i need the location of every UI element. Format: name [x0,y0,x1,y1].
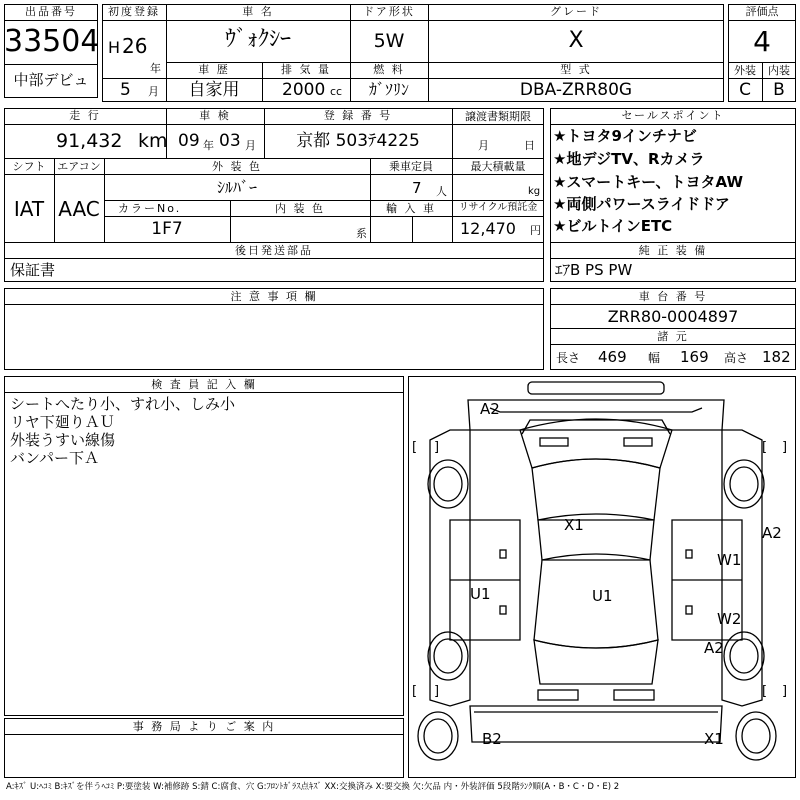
load-unit: kg [528,186,541,197]
later: 保証書 [10,261,56,279]
displacement-label: 排 気 量 [281,63,331,76]
damage-mark-u1-center: U1 [592,587,613,605]
recycle-unit: 円 [530,224,541,237]
inspector-label: 検 査 員 記 入 欄 [151,378,257,391]
damage-mark-w2: W2 [717,610,742,628]
bracket-mark: ] [434,440,440,455]
bracket-mark: [ [412,684,418,699]
bracket-mark: ] [782,440,788,455]
km-unit: km [138,130,168,152]
inspector-line: シートへたり小、すれ小、しみ小 [10,395,236,413]
year-unit: 年 [150,62,161,75]
legend: A:ｷｽﾞ U:ﾍｺﾐ B:ｷｽﾞを伴うﾍｺﾐ P:要塗装 W:補修跡 S:錆 C:腐食、穴 G:ﾌﾛﾝﾄｶﾞﾗｽ点ｷｽﾞ XX:交換済み X:要交換 欠:欠品 内・外装評価 5段階ﾗﾝｸ順(A・B・C・D・E) 2 [6,782,620,792]
capacity: 7 [412,179,422,197]
bracket-mark: ] [434,684,440,699]
transfer-label: 譲渡書類期限 [465,110,531,123]
color: ｼﾙﾊﾞｰ [216,178,257,197]
reg-month: 5 [120,80,131,100]
era: H [108,38,121,57]
insp-year: 09 [178,131,200,151]
reg-year: 26 [122,34,148,58]
fuel: ｶﾞｿﾘﾝ [368,80,409,99]
bracket-mark: ] [782,684,788,699]
displacement: 2000 [282,80,326,100]
plate-label: 登 録 番 号 [323,109,393,122]
damage-mark-a2-rear: A2 [704,639,724,657]
damage-mark-b2: B2 [482,730,502,748]
notes-label: 注 意 事 項 欄 [230,290,318,303]
ext-grade-label: 外装 [734,64,756,77]
plate: 京都 503ﾃ4225 [296,131,420,151]
grade-label: グレード [550,5,602,18]
capacity-unit: 人 [436,185,447,198]
bracket-mark: [ [762,440,768,455]
chassis-label: 車 台 番 号 [638,290,708,303]
ext-grade: C [739,80,751,100]
selling-point: ★地デジTV、Rカメラ [553,150,705,168]
history: 自家用 [188,80,240,100]
lot-number: 33504 [4,24,100,59]
first-reg-label: 初度登録 [108,5,160,18]
specs-label: 諸 元 [657,330,689,343]
insp-year-unit: 年 [203,139,214,152]
later-label: 後日発送部品 [235,244,313,257]
capacity-label: 乗車定員 [389,160,433,173]
int-grade: B [773,80,785,100]
damage-mark-w1: W1 [717,551,742,569]
door-type: 5W [373,30,405,52]
damage-mark-a2-right: A2 [762,524,782,542]
color-no: 1F7 [151,219,183,239]
import-label: 輸 入 車 [386,202,436,215]
cc-unit: cc [330,85,343,98]
ac: AAC [58,197,100,221]
equipment-label: 純 正 装 備 [638,244,708,257]
inspector-line: バンパー下Ａ [10,449,99,467]
damage-mark-u1-left: U1 [470,585,491,603]
recycle: 12,470 [460,219,516,238]
width-label: 幅 [648,351,661,365]
bracket-mark: [ [762,684,768,699]
fuel-label: 燃 料 [373,63,405,76]
shift: IAT [13,197,45,221]
grade: X [568,28,584,53]
model-label: 型 式 [560,63,592,76]
lot-label: 出品番号 [25,5,77,18]
selling-point: ★ビルトインETC [553,217,673,235]
selling-point: ★スマートキー、トヨタAW [553,173,744,191]
door-label: ドア形状 [363,5,415,18]
equipment: ｴｱB PS PW [555,261,633,279]
length-label: 長さ [556,351,581,365]
selling-point: ★両側パワースライドドア [553,195,730,213]
length: 469 [598,348,627,366]
model: DBA-ZRR80G [519,80,633,100]
name-label: 車 名 [242,5,274,18]
int-grade-label: 内装 [768,64,790,77]
interior-label: 内 装 色 [275,202,325,215]
venue: 中部デビュ [13,71,89,89]
interior-unit: 系 [356,227,367,240]
inspection-label: 車 検 [199,109,231,122]
month-unit: 月 [148,85,159,98]
bracket-mark: [ [412,440,418,455]
insp-month-unit: 月 [245,139,256,152]
load-label: 最大積載量 [470,160,526,173]
score-label: 評価点 [745,5,779,18]
damage-mark-x1-roof: X1 [564,516,584,534]
mileage-label: 走 行 [69,109,101,122]
mileage: 91,432 [56,130,123,152]
color-label: 外 装 色 [212,160,262,173]
height: 182 [762,348,791,366]
inspector-line: リヤ下廻りＡＵ [10,413,115,431]
insp-month: 03 [219,131,241,151]
inspector-line: 外装うすい線傷 [10,431,116,449]
office-label: 事 務 局 よ り ご 案 内 [132,720,276,733]
transfer-day-unit: 日 [524,139,535,152]
recycle-label: リサイクル預託金 [458,202,538,213]
shift-label: シフト [12,160,46,173]
score: 4 [753,25,771,58]
width: 169 [680,348,709,366]
damage-mark-a2-front: A2 [480,400,500,418]
damage-mark-x1-bottom: X1 [704,730,724,748]
ac-label: エアコン [57,160,101,173]
selling-point: ★トヨタ9インチナビ [553,127,697,145]
height-label: 高さ [724,351,749,365]
chassis-number: ZRR80-0004897 [607,307,739,326]
color-no-label: カラーNo. [118,202,182,215]
transfer-month-unit: 月 [478,139,489,152]
history-label: 車 歴 [198,63,230,76]
selling-points-label: セールスポイント [621,109,725,122]
car-name: ｳﾞｫｸｼｰ [224,27,291,52]
